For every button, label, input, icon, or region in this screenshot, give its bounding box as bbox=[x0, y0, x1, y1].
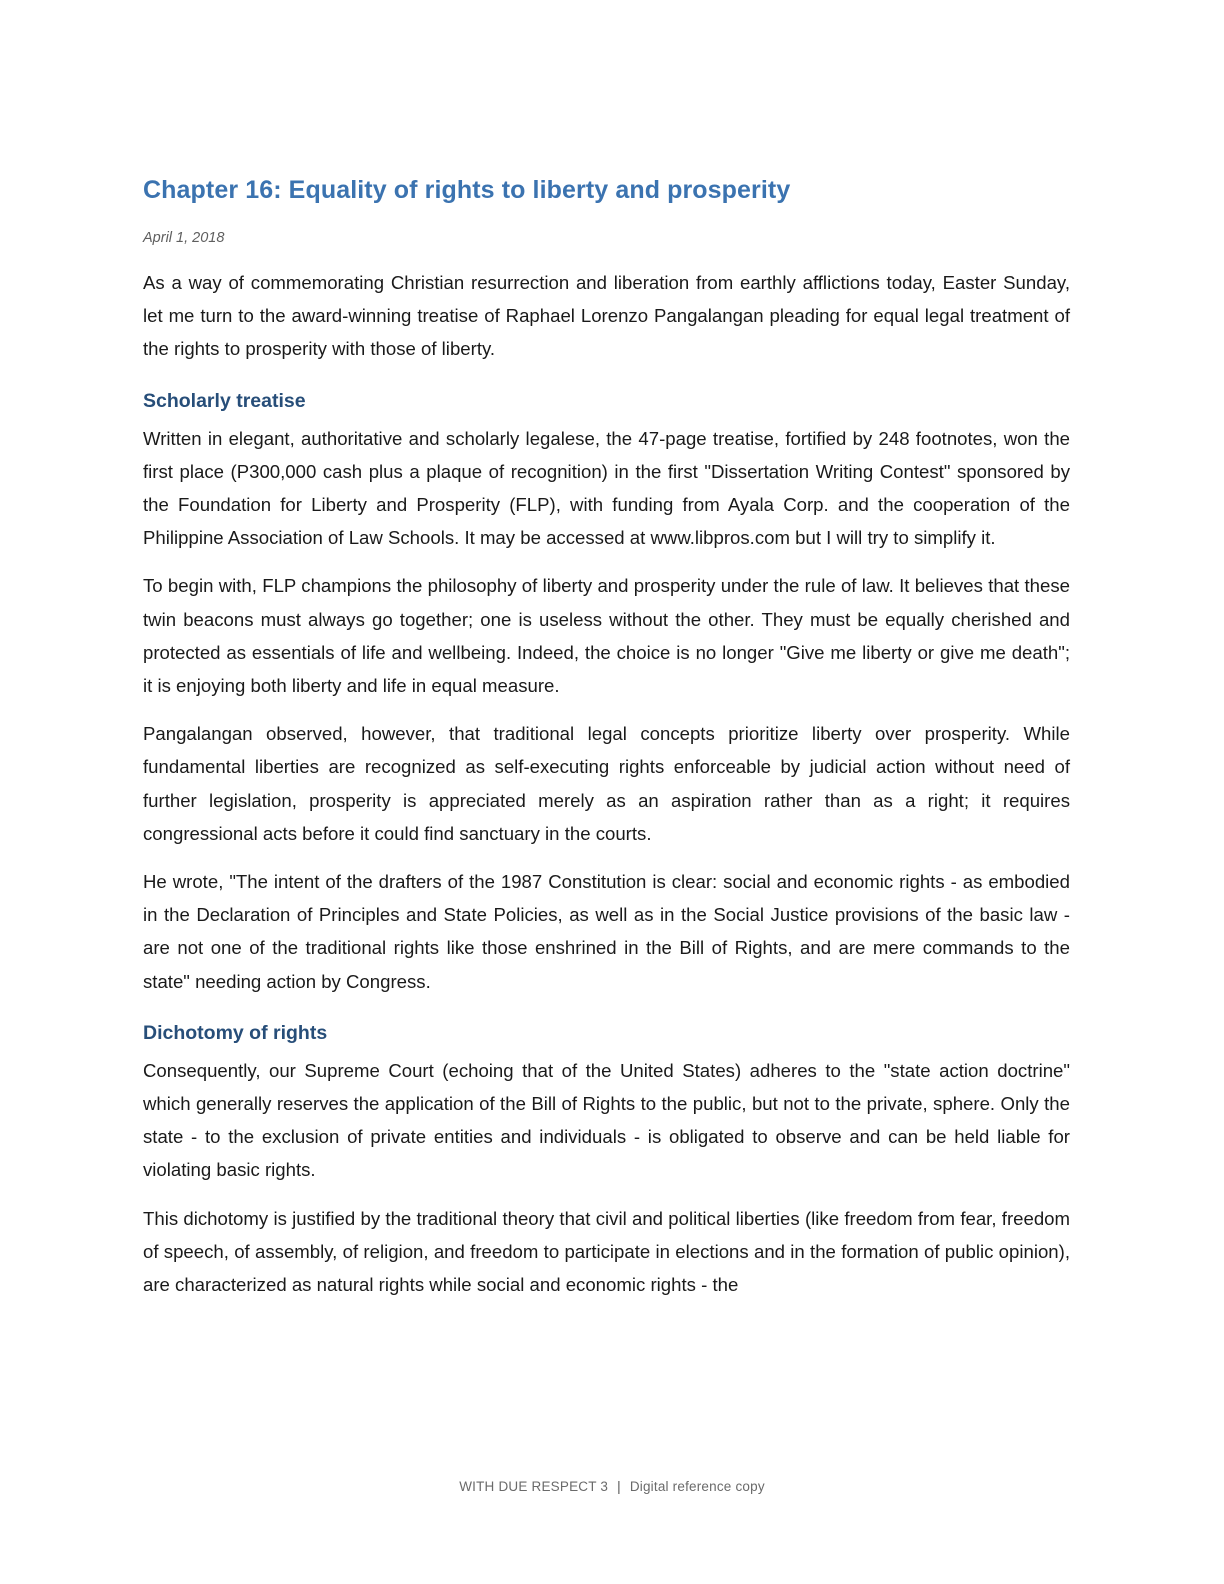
page-footer bbox=[0, 1479, 1224, 1494]
paragraph: He wrote, "The intent of the drafters of the 1987 Constitution is clear: social and economic rights - as embodied in the Declaration of Principles and State Policies, as well as in the Social Justice provisions of the basic law - are not one of the traditional rights like those enshrined in the Bill of Rights, and are mere commands to the state" needing action by Congress. bbox=[143, 871, 1070, 992]
paragraph: To begin with, FLP champions the philosophy of liberty and prosperity under the rule of law. It believes that these twin beacons must always go together; one is useless without the other. They must be equally cherished and protected as essentials of life and wellbeing. Indeed, the choice is no longer "Give me liberty or give me death"; it is enjoying both liberty and life in equal measure. bbox=[143, 575, 1070, 697]
document-body bbox=[143, 170, 1070, 1301]
paragraph: Consequently, our Supreme Court (echoing that of the United States) adheres to the "state action doctrine" which generally reserves the application of the Bill of Rights to the public, but not to the private, sphere. Only the state - to the exclusion of private entities and individuals - is obligated to observe and can be held liable for violating basic rights. bbox=[143, 1059, 1070, 1181]
footer-note: Digital reference copy bbox=[629, 1479, 765, 1494]
paragraph: Pangalangan observed, however, that traditional legal concepts prioritize liberty over prosperity. While fundamental liberties are recognized as self-executing rights enforceable by judicial action without need of further legislation, prosperity is appreciated merely as an aspiration rather than as a right; it requires congressional acts before it could find sanctuary in the courts. bbox=[143, 723, 1070, 844]
paragraph: This dichotomy is justified by the traditional theory that civil and political liberties (like freedom from fear, freedom of speech, of assembly, of religion, and freedom to participate in elections and in the formation of public opinion), are characterized as natural rights while social and economic rights - the bbox=[143, 1207, 1070, 1296]
paragraph: Written in elegant, authoritative and scholarly legalese, the 47-page treatise, fortified by 248 footnotes, won the first place (P300,000 cash plus a plaque of recognition) in the first "Dissertation Writing Contest" sponsored by the Foundation for Liberty and Prosperity (FLP), with funding from Ayala Corp. and the cooperation of the Philippine Association of Law Schools. It may be accessed at www.libpros.com but I will try to simplify it. bbox=[143, 427, 1070, 549]
section-heading-dichotomy-of-rights: Dichotomy of rights bbox=[143, 1021, 328, 1044]
chapter-title: Chapter 16: Equality of rights to liberty and prosperity bbox=[143, 176, 791, 204]
publication-date: April 1, 2018 bbox=[143, 230, 225, 246]
section-heading-scholarly-treatise: Scholarly treatise bbox=[143, 389, 306, 412]
footer-book-title: WITH DUE RESPECT 3 bbox=[459, 1479, 609, 1494]
intro-paragraph: As a way of commemorating Christian resurrection and liberation from earthly afflictions today, Easter Sunday, let me turn to the award-winning treatise of Raphael Lorenzo Pangalangan pleading for equal legal treatment of the rights to prosperity with those of liberty. bbox=[143, 272, 1070, 360]
footer-separator: | bbox=[617, 1479, 621, 1494]
